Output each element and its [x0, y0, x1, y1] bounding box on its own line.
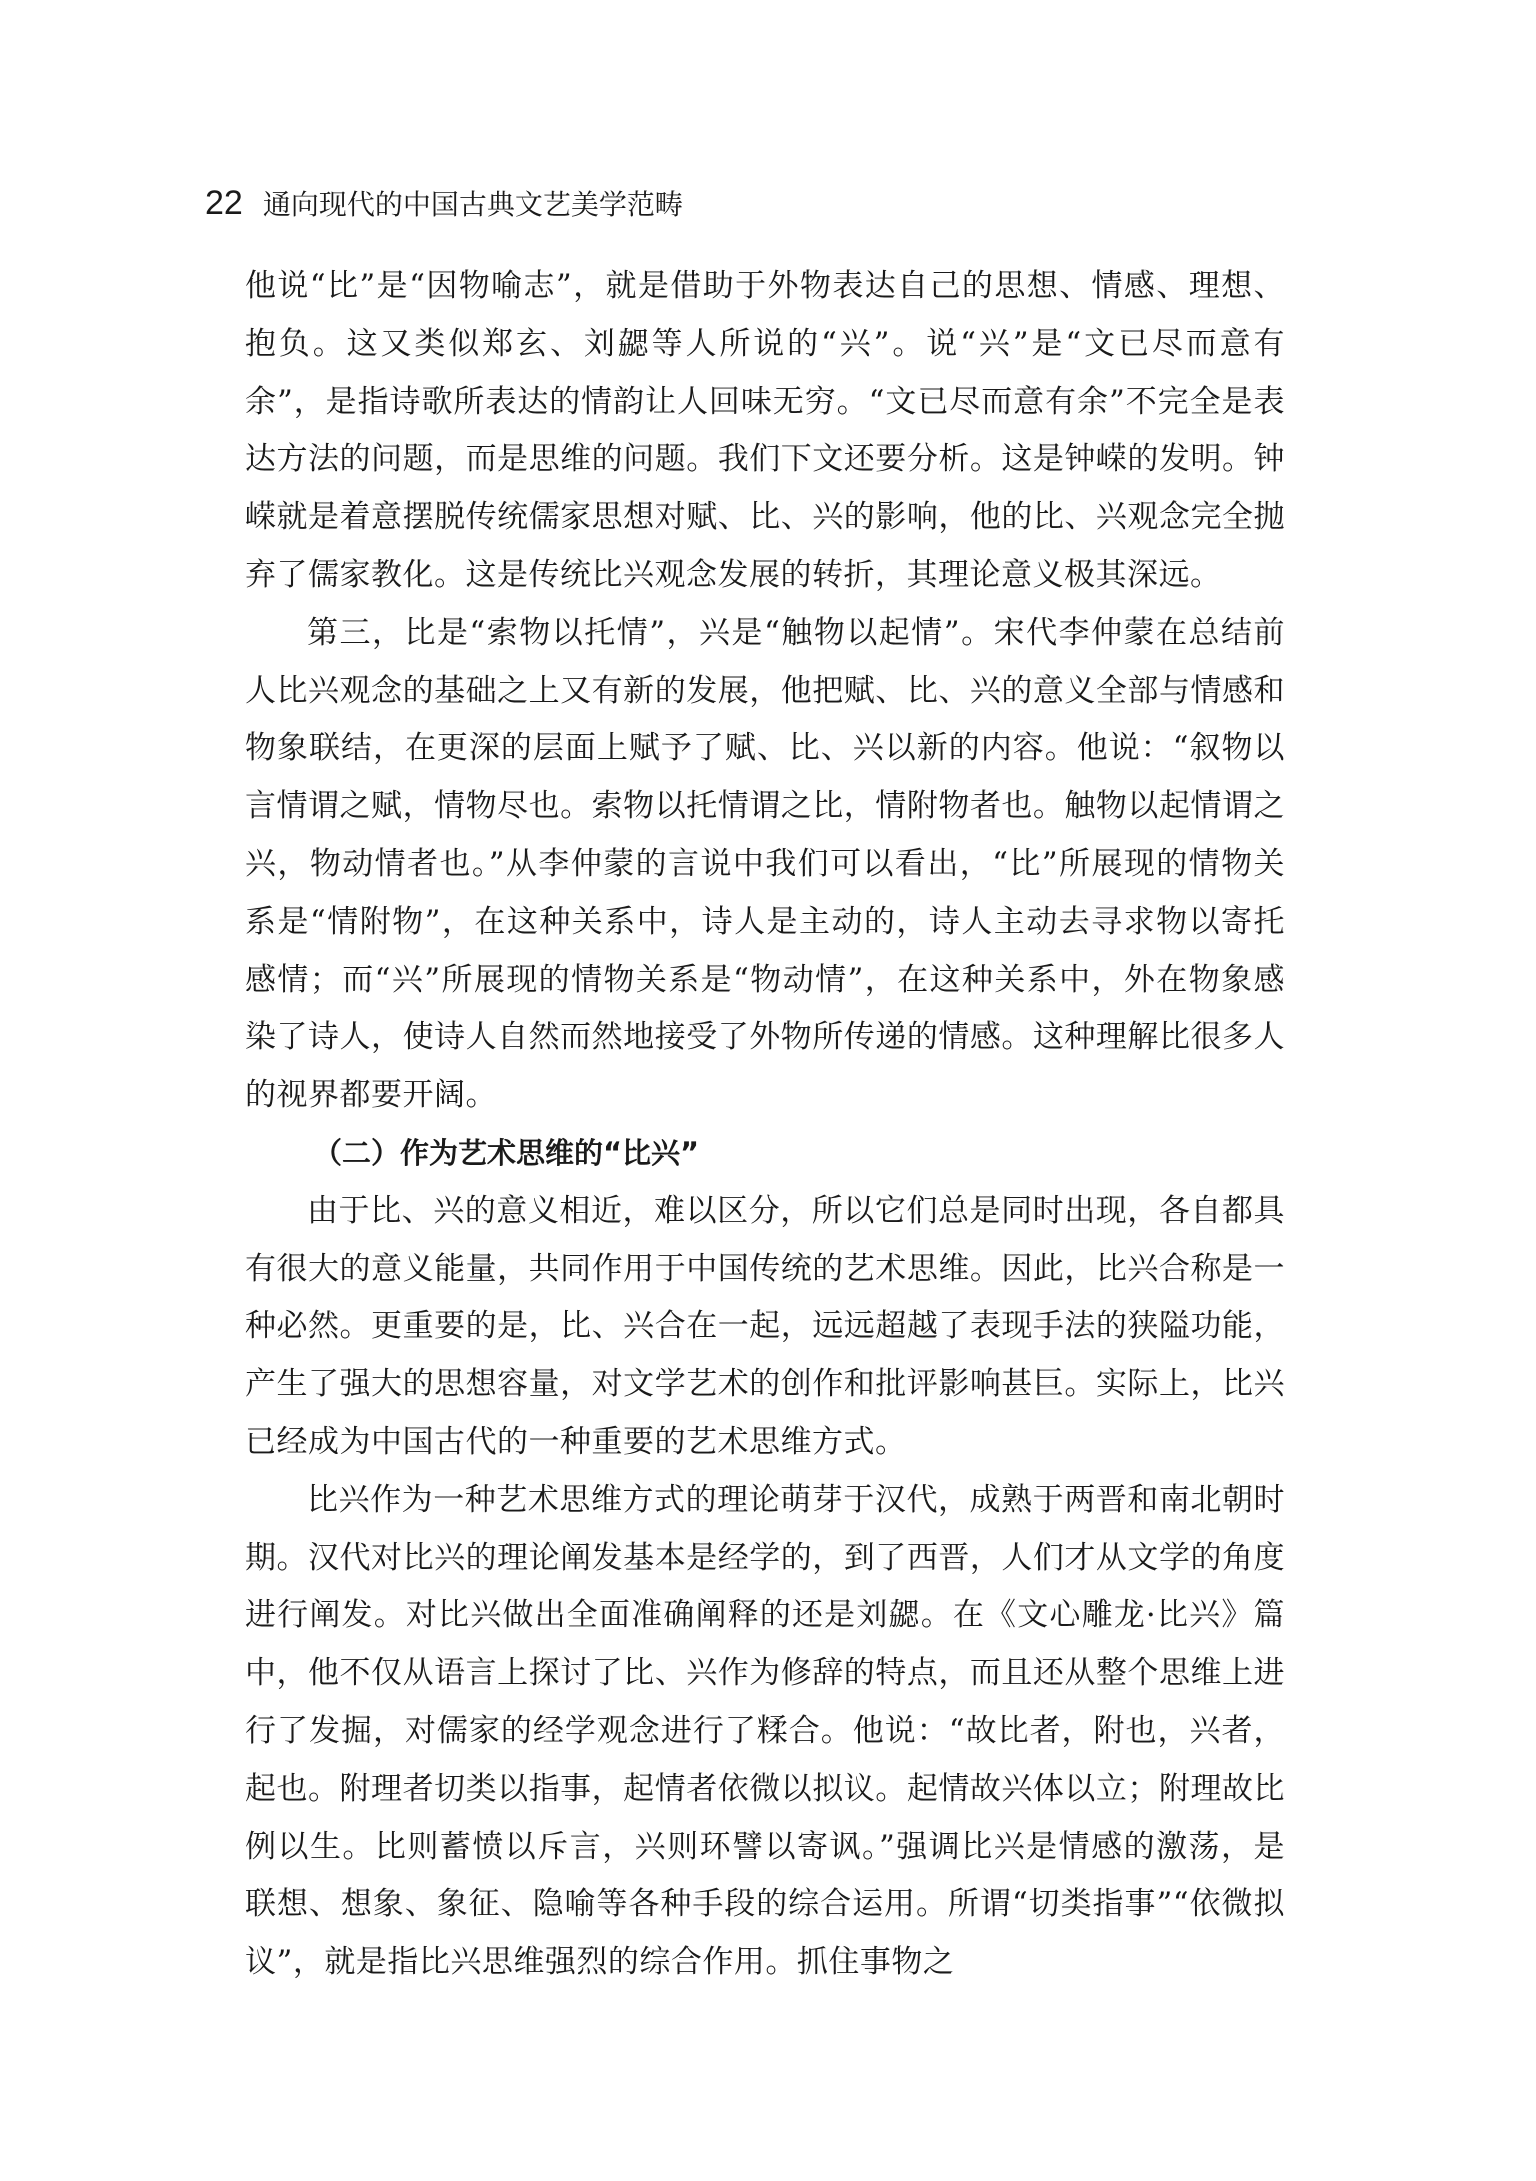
page-number: 22 — [205, 184, 243, 222]
paragraph-continued: 他说“比”是“因物喻志”，就是借助于外物表达自己的思想、情感、理想、抱负。这又类似郑玄、刘勰等人所说的“兴”。说“兴”是“文已尽而意有余”，是指诗歌所表达的情韵让人回味无穷。“文已尽而意有余”不完全是表达方法的问题，而是思维的问题。我们下文还要分析。这是钟嵘的发明。钟嵘就是着意摆脱传统儒家思想对赋、比、兴的影响，他的比、兴观念完全抛弃了儒家教化。这是传统比兴观念发展的转折，其理论意义极其深远。 — [245, 268, 1285, 593]
paragraph-third-point: 第三，比是“索物以托情”，兴是“触物以起情”。宋代李仲蒙在总结前人比兴观念的基础之上又有新的发展，他把赋、比、兴的意义全部与情感和物象联结，在更深的层面上赋予了赋、比、兴以新的内容。他说：“叙物以言情谓之赋，情物尽也。索物以托情谓之比，情附物者也。触物以起情谓之兴，物动情者也。”从李仲蒙的言说中我们可以看出，“比”所展现的情物关系是“情附物”，在这种关系中，诗人是主动的，诗人主动去寻求物以寄托感情；而“兴”所展现的情物关系是“物动情”，在这种关系中，外在物象感染了诗人，使诗人自然而然地接受了外物所传递的情感。这种理解比很多人的视界都要开阔。 — [245, 614, 1285, 1114]
section-subheading: （二）作为艺术思维的“比兴” — [313, 1135, 700, 1170]
paragraph-bixing-intro: 由于比、兴的意义相近，难以区分，所以它们总是同时出现，各自都具有很大的意义能量，共同作用于中国传统的艺术思维。因此，比兴合称是一种必然。更重要的是，比、兴合在一起，远远超越了表现手法的狭隘功能，产生了强大的思想容量，对文学艺术的创作和批评影响甚巨。实际上，比兴已经成为中国古代的一种重要的艺术思维方式。 — [245, 1192, 1285, 1460]
book-title: 通向现代的中国古典文艺美学范畴 — [262, 188, 683, 221]
running-head — [205, 183, 683, 231]
paragraph-bixing-history: 比兴作为一种艺术思维方式的理论萌芽于汉代，成熟于两晋和南北朝时期。汉代对比兴的理论阐发基本是经学的，到了西晋，人们才从文学的角度进行阐发。对比兴做出全面准确阐释的还是刘勰。在《文心雕龙·比兴》篇中，他不仅从语言上探讨了比、兴作为修辞的特点，而且还从整个思维上进行了发掘，对儒家的经学观念进行了糅合。他说：“故比者，附也，兴者，起也。附理者切类以指事，起情者依微以拟议。起情故兴体以立；附理故比例以生。比则蓄愤以斥言，兴则环譬以寄讽。”强调比兴是情感的激荡，是联想、想象、象征、隐喻等各种手段的综合运用。所谓“切类指事”“依微拟议”，就是指比兴思维强烈的综合作用。抓住事物之 — [245, 1481, 1285, 1981]
body-text — [245, 258, 1285, 1992]
